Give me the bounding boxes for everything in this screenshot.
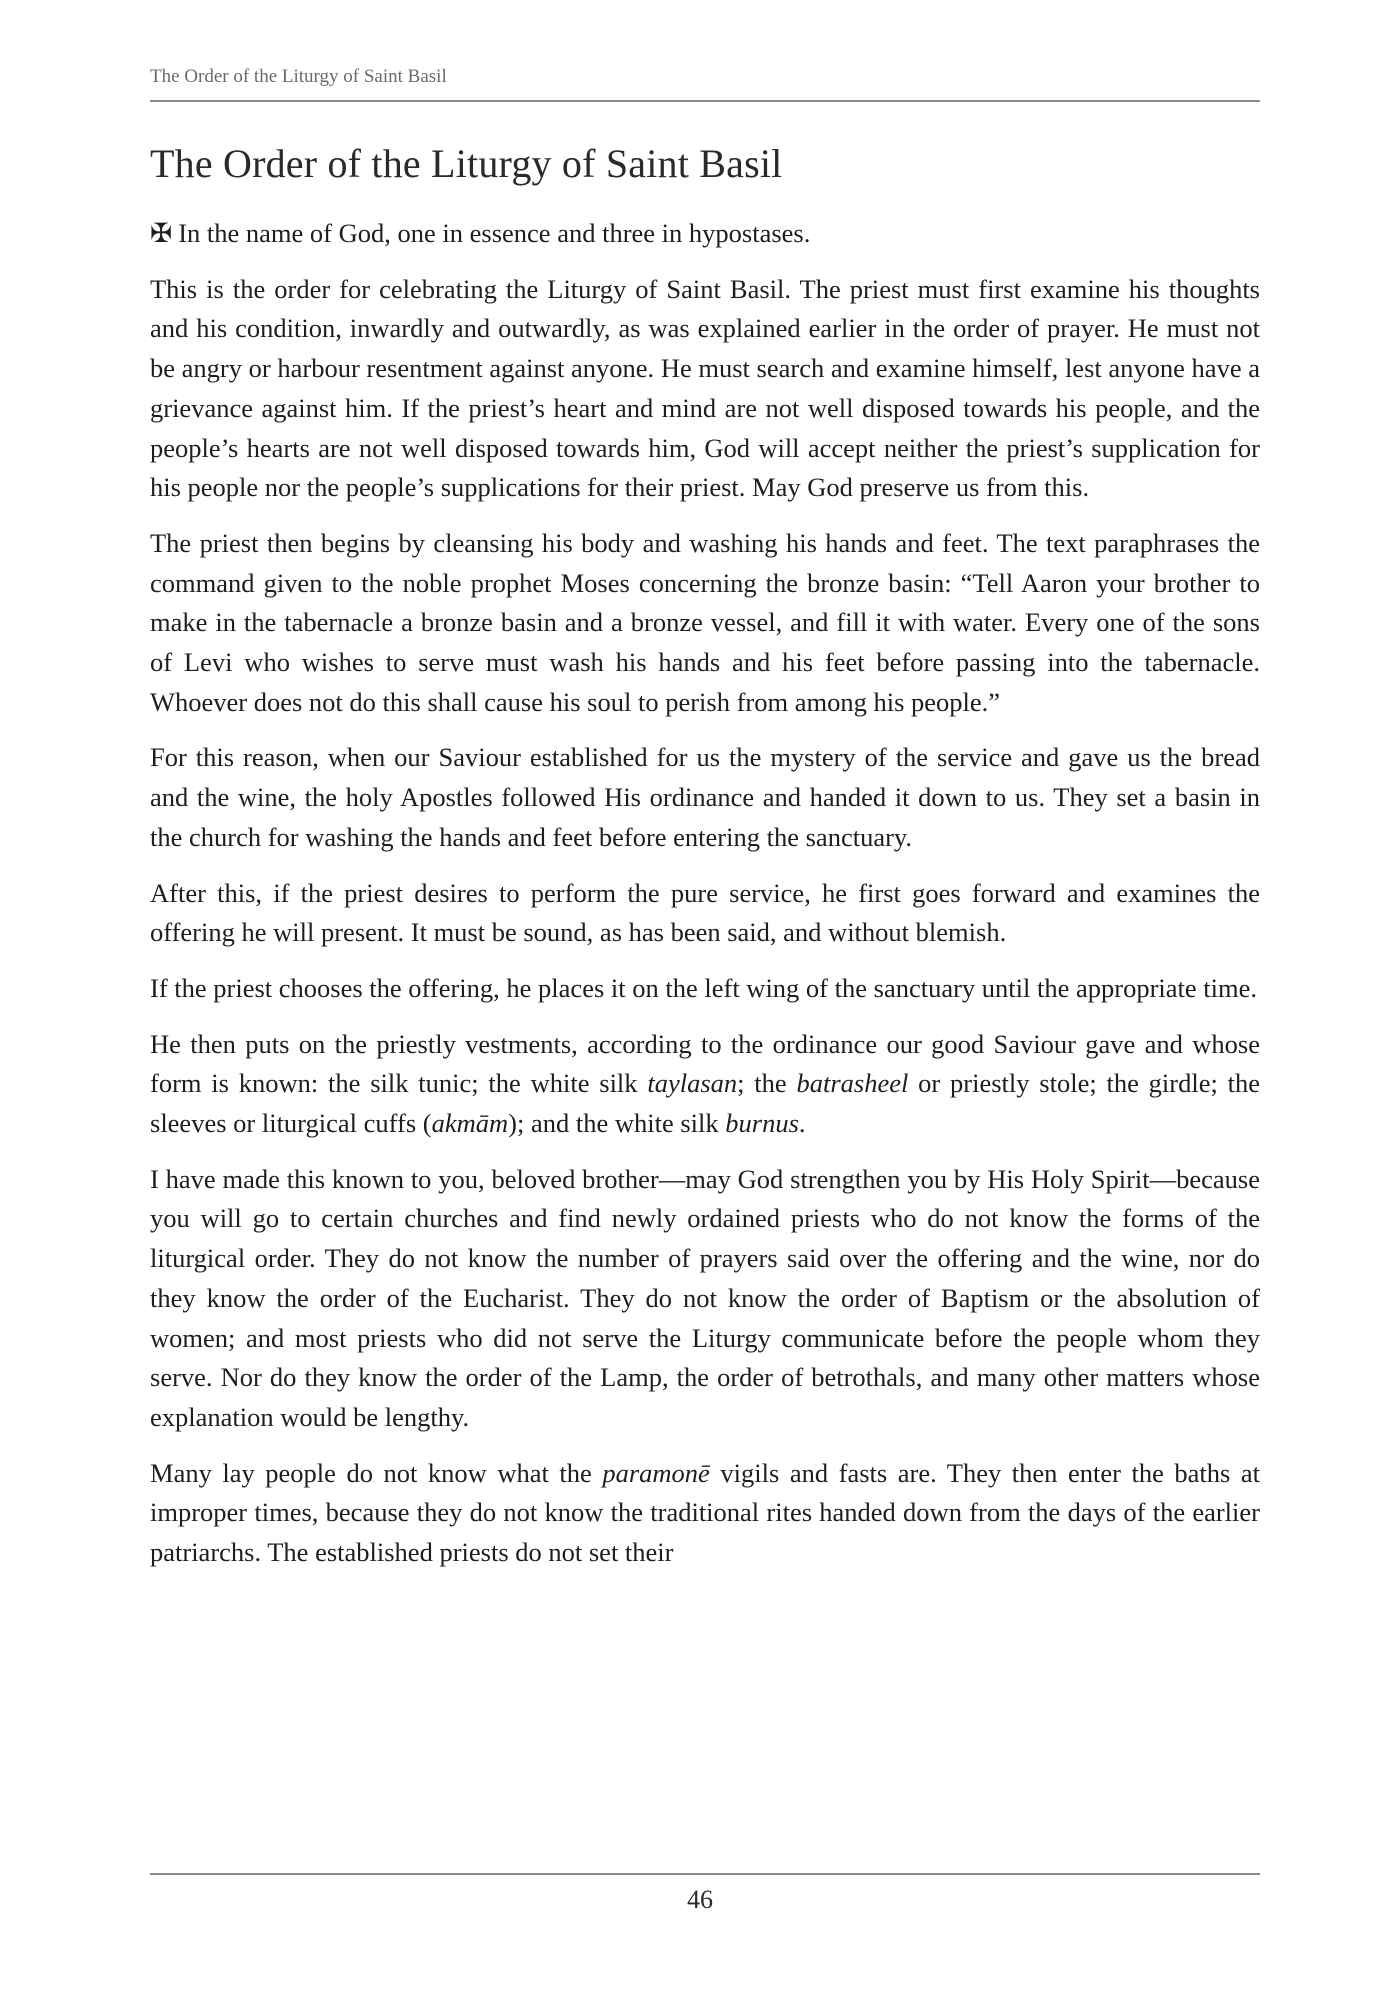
running-header: The Order of the Liturgy of Saint Basil (150, 66, 447, 87)
paragraph-8-part-a: Many lay people do not know what the (150, 1457, 603, 1488)
footer-rule (150, 1873, 1260, 1875)
paragraph-6-part-e: . (798, 1108, 806, 1139)
page-title: The Order of the Liturgy of Saint Basil (150, 141, 783, 186)
invocation (150, 214, 1260, 254)
paragraph-6-part-c: or priestly stole; the girdle; the sleeves or liturgical cuffs ( (150, 1068, 1260, 1139)
page-number: 46 (687, 1885, 713, 1914)
paragraph-6 (150, 1025, 1260, 1144)
paragraph-6-part-b: ; the (737, 1068, 797, 1099)
paragraph-5: If the priest chooses the offering, he places it on the left wing of the sanctuary until the appropriate time. (150, 972, 1258, 1003)
term-paramone: paramonē (602, 1457, 710, 1488)
paragraph-1: This is the order for celebrating the Liturgy of Saint Basil. The priest must first examine his thoughts and his condition, inwardly and outwardly, as was explained earlier in the order of prayer. He must not be angry or harbour resentment against anyone. He must search and examine himself, lest anyone have a grievance against him. If the priest’s heart and mind are not well disposed towards his people, and the people’s hearts are not well disposed towards him, God will accept neither the priest’s supplication for his people nor the people’s supplications for their priest. May God preserve us from this. (150, 273, 1260, 503)
paragraph-8-part-b: vigils and fasts are. They then enter the baths at improper times, because they do not know the traditional rites handed down from the days of the earlier patriarchs. The established priests do not set their (150, 1457, 1260, 1568)
body-text (150, 214, 1260, 1573)
paragraph-2: The priest then begins by cleansing his body and washing his hands and feet. The text paraphrases the command given to the noble prophet Moses concerning the bronze basin: “Tell Aaron your brother to make in the tabernacle a bronze basin and a bronze vessel, and fill it with water. Every one of the sons of Levi who wishes to serve must wash his hands and his feet before passing into the tabernacle. Whoever does not do this shall cause his soul to perish from among his people.” (150, 527, 1260, 717)
cross-icon: ✠ (150, 218, 173, 248)
paragraph-7: I have made this known to you, beloved brother—may God strengthen you by His Holy Spirit—because you will go to certain churches and find newly ordained priests who do not know the forms of the liturgical order. They do not know the number of prayers said over the offering and the wine, nor do they know the order of the Eucharist. They do not know the order of Baptism or the absolution of women; and most priests who did not serve the Liturgy communicate before the people whom they serve. Nor do they know the order of the Lamp, the order of betrothals, and many other matters whose explanation would be lengthy. (150, 1163, 1260, 1432)
invocation-text: In the name of God, one in essence and three in hypostases. (178, 218, 811, 248)
term-batrasheel: batrasheel (796, 1068, 909, 1099)
paragraph-8 (150, 1454, 1260, 1573)
paragraph-3: For this reason, when our Saviour established for us the mystery of the service and gave us the bread and the wine, the holy Apostles followed His ordinance and handed it down to us. They set a basin in the church for washing the hands and feet before entering the sanctuary. (150, 742, 1260, 852)
paragraph-4: After this, if the priest desires to perform the pure service, he first goes forward and examines the offering he will present. It must be sound, as has been said, and without blemish. (150, 877, 1260, 948)
term-burnus: burnus (725, 1108, 799, 1139)
header-rule (150, 100, 1260, 102)
paragraph-6-part-a: He then puts on the priestly vestments, according to the ordinance our good Saviour gave and whose form is known: the silk tunic; the white silk (150, 1028, 1260, 1099)
paragraph-6-part-d: ); and the white silk (508, 1108, 726, 1139)
term-akmam: akmām (431, 1108, 509, 1139)
term-taylasan: taylasan (647, 1068, 738, 1099)
